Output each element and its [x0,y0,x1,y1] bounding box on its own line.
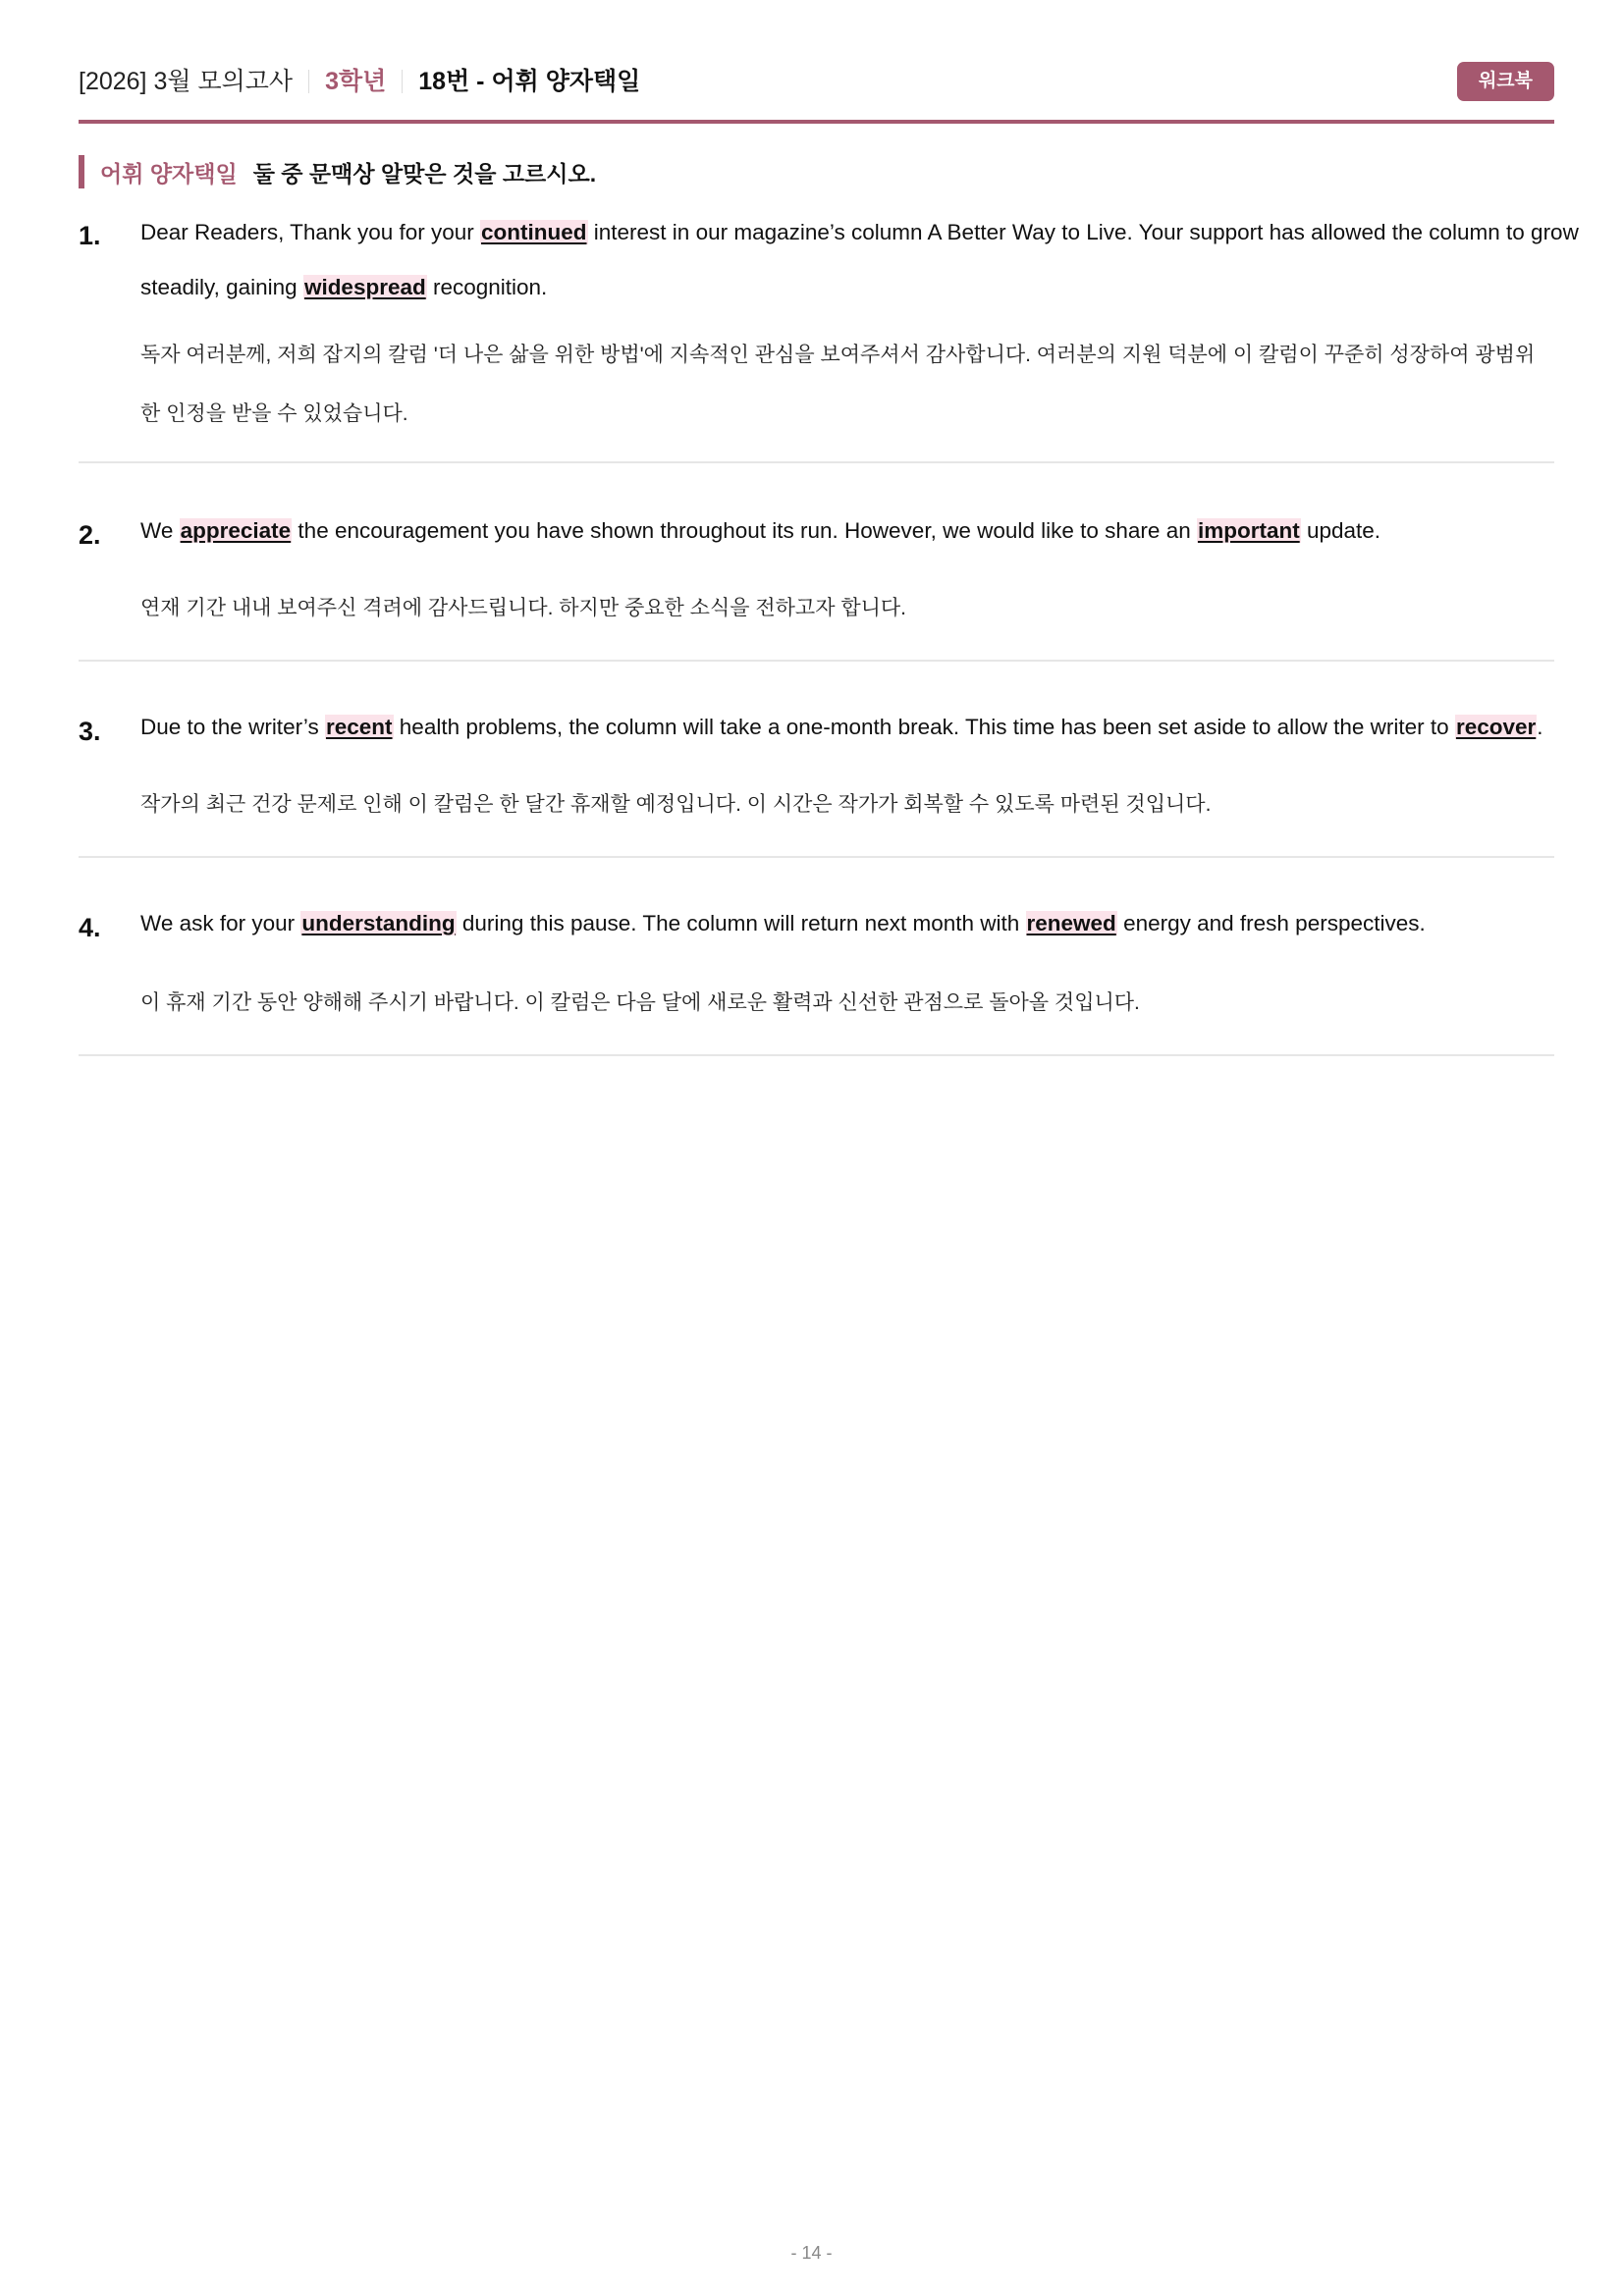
sentence-text: energy and fresh perspectives. [1116,911,1426,935]
sentence-text: We [140,518,180,543]
answer-word: recover [1455,715,1537,739]
korean-translation: 독자 여러분께, 저희 잡지의 칼럼 '더 나은 삶을 위한 방법'에 지속적인 관심을 보여주셔서 감사합니다. 여러분의 지원 덕분에 이 칼럼이 꾸준히 성장하여 광범위 [140,344,1536,366]
section-heading [79,155,596,188]
answer-word: appreciate [180,518,292,543]
section-instruction: 둘 중 문맥상 알맞은 것을 고르시오. [252,160,597,187]
sentence-text: interest in our magazine’s column A Better Way to Live. Your support has allowed the column to grow [587,220,1579,244]
korean-translation-continued: 한 인정을 받을 수 있었습니다. [140,402,408,425]
question-item [79,905,1554,1056]
korean-translation: 이 휴재 기간 동안 양해해 주시기 바랍니다. 이 칼럼은 다음 달에 새로운 활력과 신선한 관점으로 돌아올 것입니다. [140,991,1140,1014]
workbook-page [79,0,1579,2296]
sentence-text: . [1537,715,1543,739]
answer-word: continued [481,220,587,244]
sentence-text: health problems, the column will take a one-month break. This time has been set aside to allow the writer to [393,715,1455,739]
sentence-text: Due to the writer’s [140,715,325,739]
question-title: 18번 - 어휘 양자택일 [418,68,641,95]
sentence-text: the encouragement you have shown throughout its run. However, we would like to share an [292,518,1197,543]
english-sentence-continued [140,275,1554,300]
english-sentence [140,518,1554,544]
sentence-text: during this pause. The column will return next month with [456,911,1026,935]
header-breadcrumb [79,67,640,96]
sentence-text: recognition. [426,275,548,299]
sentence-text: steadily, gaining [140,275,303,299]
workbook-badge: 워크북 [1457,62,1554,101]
korean-translation: 연재 기간 내내 보여주신 격려에 감사드립니다. 하지만 중요한 소식을 전하고자 합니다. [140,597,907,619]
korean-translation: 작가의 최근 건강 문제로 인해 이 칼럼은 한 달간 휴재할 예정입니다. 이 시간은 작가가 회복할 수 있도록 마련된 것입니다. [140,793,1212,816]
english-sentence [140,911,1554,936]
english-sentence [140,715,1554,740]
item-number: 4. [79,913,101,942]
grade-label: 3학년 [325,68,387,95]
answer-word: important [1197,518,1300,543]
answer-word: widespread [303,275,426,299]
section-category: 어휘 양자택일 [100,160,238,187]
sentence-text: We ask for your [140,911,301,935]
page-number: - 14 - [790,2243,833,2263]
item-number: 1. [79,221,101,250]
answer-word: understanding [301,911,456,935]
english-sentence [140,220,1579,245]
section-accent-bar [79,155,84,188]
page-header [79,59,1554,124]
item-number: 3. [79,717,101,746]
question-item [79,709,1554,858]
sentence-text: Dear Readers, Thank you for your [140,220,481,244]
header-divider [308,70,309,93]
exam-label: [2026] 3월 모의고사 [79,68,294,95]
answer-word: recent [326,715,393,739]
sentence-text: update. [1300,518,1381,543]
item-number: 2. [79,520,101,550]
question-item [79,512,1554,662]
header-divider [402,70,403,93]
question-item [79,208,1579,463]
answer-word: renewed [1026,911,1116,935]
